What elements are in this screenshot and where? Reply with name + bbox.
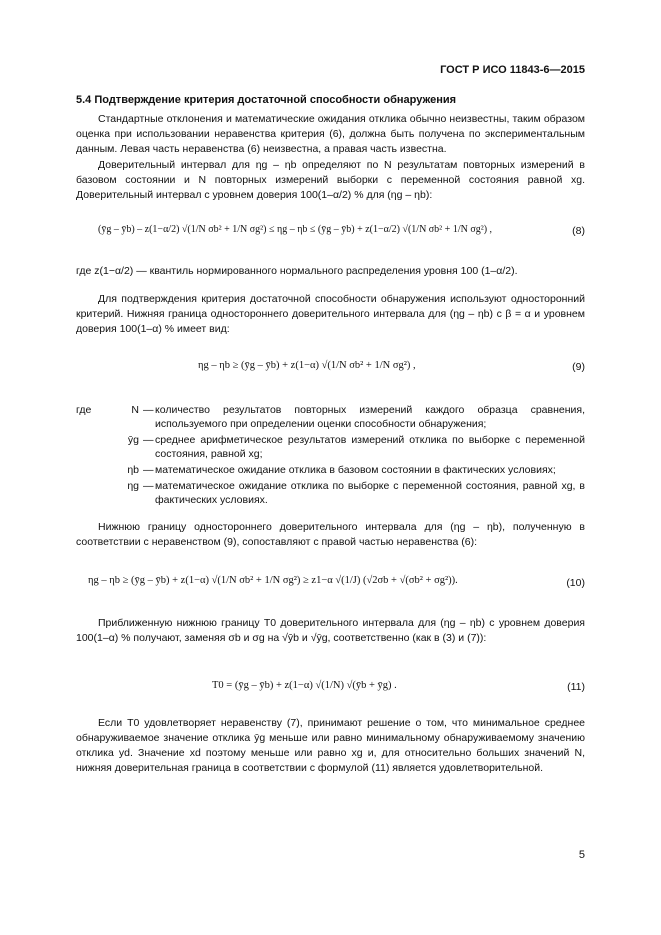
equation-9: ηg – ηb ≥ (ȳg – ȳb) + z(1−α) √(1/N σb² + 1/N σg²) ,: [198, 360, 416, 371]
paragraph: Стандартные отклонения и математические ожидания отклика обычно неизвестны, таким образом оценка при использовании неравенства критерия (6), должна быть получена по экспериментальным данным. Левая часть неравенства (6) неизвестна, а правая часть известна.: [76, 113, 585, 155]
definition-dash: —: [143, 404, 154, 416]
definition-text: количество результатов повторных измерений каждого образца сравнения, используемого при определении оценки способности обнаружения;: [155, 404, 585, 430]
equation-number: (8): [572, 225, 585, 237]
section-title: 5.4 Подтверждение критерия достаточной способности обнаружения: [76, 94, 457, 106]
definition-item: [76, 463, 585, 477]
paragraph: где z(1−α/2) — квантиль нормированного нормального распределения уровня 100 (1–α/2).: [76, 265, 518, 277]
equation-10: ηg – ηb ≥ (ȳg – ȳb) + z(1−α) √(1/N σb² + 1/N σg²) ≥ z1−α √(1/J) (√2σb + √(σb² + σg²)).: [88, 575, 458, 586]
paragraph: Доверительный интервал для ηg – ηb определяют по N результатам повторных измерений в базовом состоянии и N повторных измерений выборки с переменной состояния равной xg. Доверительный интервал с уровнем доверия 100(1–α/2) % для (ηg – ηb):: [76, 159, 585, 201]
definition-item: [76, 433, 585, 461]
definition-item: [76, 403, 585, 431]
paragraph: Нижнюю границу одностороннего доверительного интервала для (ηg – ηb), полученную в соответствии с неравенством (9), сопоставляют с правой частью неравенства (6):: [76, 521, 585, 548]
definition-text: среднее арифметическое результатов измерений отклика по выборке с переменной состояния, равной xg;: [155, 434, 585, 460]
page-number: 5: [578, 849, 585, 861]
paragraph: Для подтверждения критерия достаточной способности обнаружения используют односторонний критерий. Нижняя граница одностороннего доверительного интервала для (ηg – ηb) с β = α и уровнем доверия 100(1–α) % имеет вид:: [76, 293, 585, 335]
equation-11: T0 = (ȳg – ȳb) + z(1−α) √(1/N) √(ȳb + ȳg) .: [212, 680, 397, 691]
equation-number: (11): [567, 681, 585, 693]
where-label: где: [76, 404, 92, 416]
definition-symbol: N: [131, 404, 139, 416]
equation-number: (10): [566, 577, 585, 589]
document-header: ГОСТ Р ИСО 11843-6—2015: [440, 64, 585, 76]
definition-symbol: ηg: [127, 480, 139, 492]
definition-symbol: ȳg: [127, 434, 139, 446]
definition-dash: —: [143, 464, 154, 476]
definition-symbol: ηb: [127, 464, 139, 476]
paragraph: Приближенную нижнюю границу T0 доверительного интервала для (ηg – ηb) с уровнем доверия 100(1–α) % получают, заменяя σb и σg на √ȳb и √ȳg, соответственно (как в (3) и (7)):: [76, 617, 585, 644]
paragraph: Если T0 удовлетворяет неравенству (7), принимают решение о том, что минимальное среднее обнаруживаемое значение отклика ȳg меньше или равно минимальному обнаруживаемому значению отклика yd. Значение xd поэтому меньше или равно xg и, для относительно больших значений N, нижняя доверительная граница в соответствии с формулой (11) является удовлетворительной.: [76, 717, 585, 774]
definition-dash: —: [143, 434, 154, 446]
definitions-list: [76, 403, 585, 509]
definition-text: математическое ожидание отклика по выборке с переменной состояния, равной xg, в фактических условиях.: [155, 480, 585, 506]
definition-text: математическое ожидание отклика в базовом состоянии в фактических условиях;: [155, 464, 556, 476]
definition-item: [76, 479, 585, 507]
definition-dash: —: [143, 480, 154, 492]
equation-8: (ȳg – ȳb) – z(1−α/2) √(1/N σb² + 1/N σg²) ≤ ηg – ηb ≤ (ȳg – ȳb) + z(1−α/2) √(1/N σb² + 1/N σg²) ,: [98, 224, 493, 235]
equation-number: (9): [572, 361, 585, 373]
